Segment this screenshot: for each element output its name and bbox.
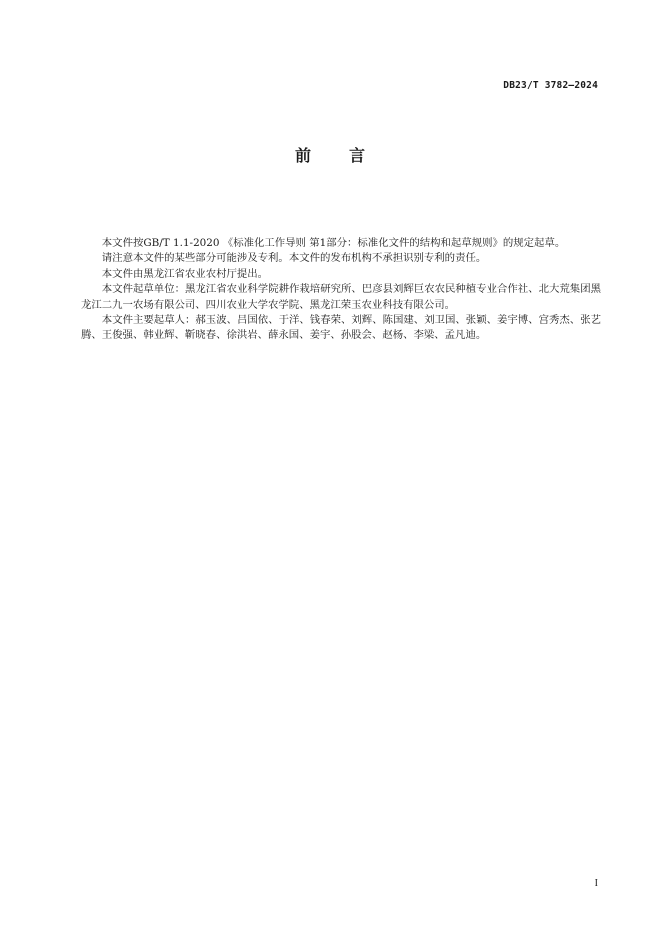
paragraph-drafting-units: 本文件起草单位：黑龙江省农业科学院耕作栽培研究所、巴彦县刘辉巨农农民种植专业合作社、北大荒集团黑龙江二九一农场有限公司、四川农业大学农学院、黑龙江荣玉农业科技有限公司。	[81, 283, 601, 311]
page-number: I	[594, 878, 598, 889]
foreword-body	[81, 236, 601, 344]
page-title-char-1: 前	[294, 146, 313, 165]
paragraph-patent-notice: 请注意本文件的某些部分可能涉及专利。本文件的发布机构不承担识别专利的责任。	[101, 252, 487, 265]
page-title	[0, 143, 662, 166]
paragraph-proposer: 本文件由黑龙江省农业农村厅提出。	[101, 267, 269, 280]
page-title-char-2: 言	[349, 146, 368, 165]
document-code: DB23/T 3782—2024	[503, 80, 598, 91]
paragraph-drafters: 本文件主要起草人：郝玉波、吕国依、于洋、钱春荣、刘辉、陈国建、刘卫国、张颖、姜宇博、宫秀杰、张艺腾、王俊强、韩业辉、靳晓春、徐洪岩、薛永国、姜宇、孙股会、赵杨、李梁、孟凡迪。	[81, 314, 601, 342]
paragraph-drafting-rules: 本文件按GB/T 1.1-2020 《标准化工作导则 第1部分：标准化文件的结构和起草规则》的规定起草。	[101, 237, 566, 249]
